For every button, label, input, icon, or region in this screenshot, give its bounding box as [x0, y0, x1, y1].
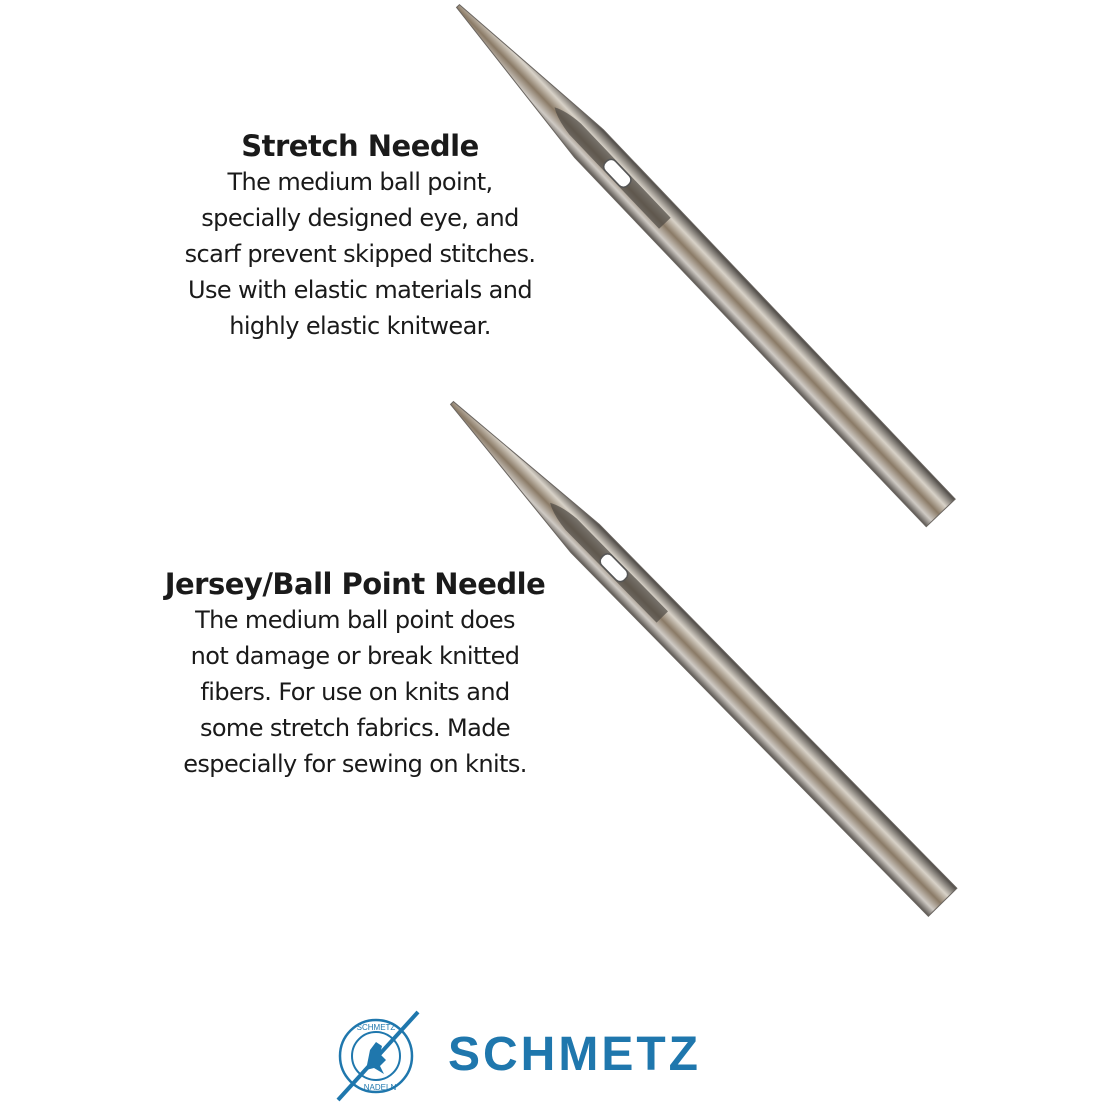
description-line: scarf prevent skipped stitches. — [184, 240, 536, 268]
description-line: specially designed eye, and — [201, 204, 519, 232]
description-line: highly elastic knitwear. — [229, 312, 491, 340]
brand-name: SCHMETZ — [448, 1028, 701, 1081]
stretch-needle-title: Stretch Needle — [241, 129, 479, 163]
svg-text:SCHMETZ: SCHMETZ — [356, 1023, 396, 1032]
jersey-needle-title: Jersey/Ball Point Needle — [164, 567, 546, 601]
description-line: especially for sewing on knits. — [183, 750, 527, 778]
description-line: some stretch fabrics. Made — [199, 714, 511, 742]
description-line: Use with elastic materials and — [187, 276, 533, 304]
description-line: fibers. For use on knits and — [200, 678, 510, 706]
jersey-needle-description — [140, 566, 570, 782]
description-line: The medium ball point, — [227, 168, 493, 196]
lion-emblem-icon — [330, 1008, 430, 1104]
svg-text:NADELN: NADELN — [363, 1083, 397, 1092]
stretch-needle-description — [150, 128, 570, 344]
description-line: not damage or break knitted — [190, 642, 520, 670]
description-line: The medium ball point does — [195, 606, 515, 634]
